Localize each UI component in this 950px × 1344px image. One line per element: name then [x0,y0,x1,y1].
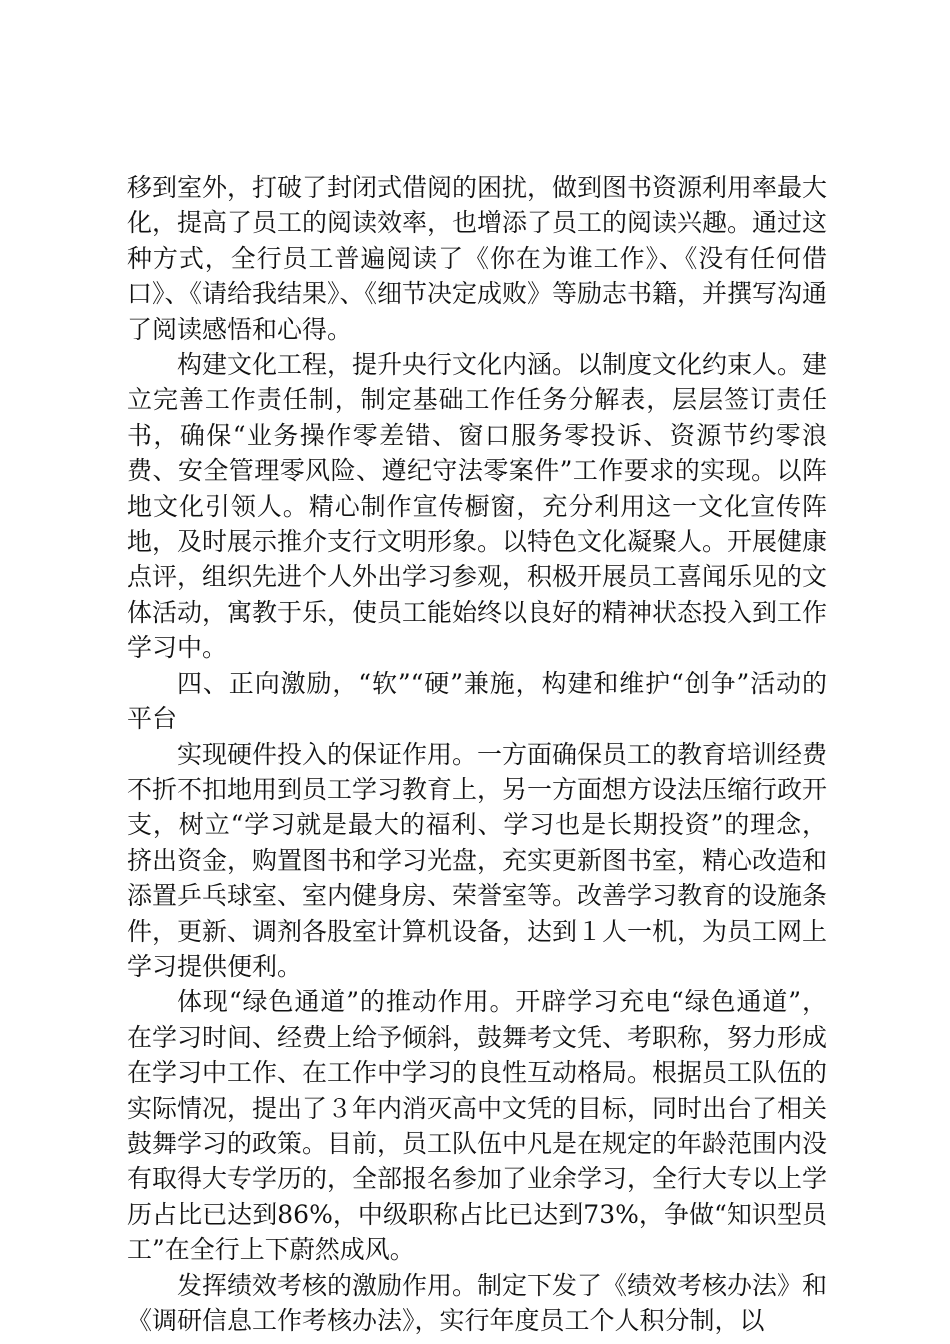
paragraph-performance-assessment: 发挥绩效考核的激励作用。制定下发了《绩效考核办法》和《调研信息工作考核办法》，实行年度员工个人积分制，以 [127,1270,828,1335]
document-body [127,170,827,1338]
paragraph-green-channel: 体现“绿色通道”的推动作用。开辟学习充电“绿色通道”，在学习时间、经费上给予倾斜，鼓舞考文凭、考职称，努力形成在学习中工作、在工作中学习的良性互动格局。根据员工队伍的实际情况，提出了３年内消灭高中文凭的目标，同时出台了相关鼓舞学习的政策。目前，员工队伍中凡是在规定的年龄范围内没有取得大专学历的，全部报名参加了业余学习，全行大专以上学历占比已达到86%，中级职称占比已达到73%，争做“知识型员工”在全行上下蔚然成风。 [127,987,828,1265]
paragraph-culture-project: 构建文化工程，提升央行文化内涵。以制度文化约束人。建立完善工作责任制，制定基础工作任务分解表，层层签订责任书，确保“业务操作零差错、窗口服务零投诉、资源节约零浪费、安全管理零风险、遵纪守法零案件”工作要求的实现。以阵地文化引领人。精心制作宣传橱窗，充分利用这一文化宣传阵地，及时展示推介支行文明形象。以特色文化凝聚人。开展健康点评，组织先进个人外出学习参观，积极开展员工喜闻乐见的文体活动，寓教于乐，使员工能始终以良好的精神状态投入到工作学习中。 [127,350,828,663]
paragraph-hardware-investment: 实现硬件投入的保证作用。一方面确保员工的教育培训经费不折不扣地用到员工学习教育上，另一方面想方设法压缩行政开支，树立“学习就是最大的福利、学习也是长期投资”的理念，挤出资金，购置图书和学习光盘，充实更新图书室，精心改造和添置乒乓球室、室内健身房、荣誉室等。改善学习教育的设施条件，更新、调剂各股室计算机设备，达到１人一机，为员工网上学习提供便利。 [127,739,828,981]
paragraph-continuation: 移到室外，打破了封闭式借阅的困扰，做到图书资源利用率最大化，提高了员工的阅读效率，也增添了员工的阅读兴趣。通过这种方式，全行员工普遍阅读了《你在为谁工作》、《没有任何借口》、《请给我结果》、《细节决定成败》等励志书籍，并撰写沟通了阅读感悟和心得。 [127,173,828,344]
section-heading-four: 四、正向激励，“软”“硬”兼施，构建和维护“创争”活动的平台 [127,668,827,734]
